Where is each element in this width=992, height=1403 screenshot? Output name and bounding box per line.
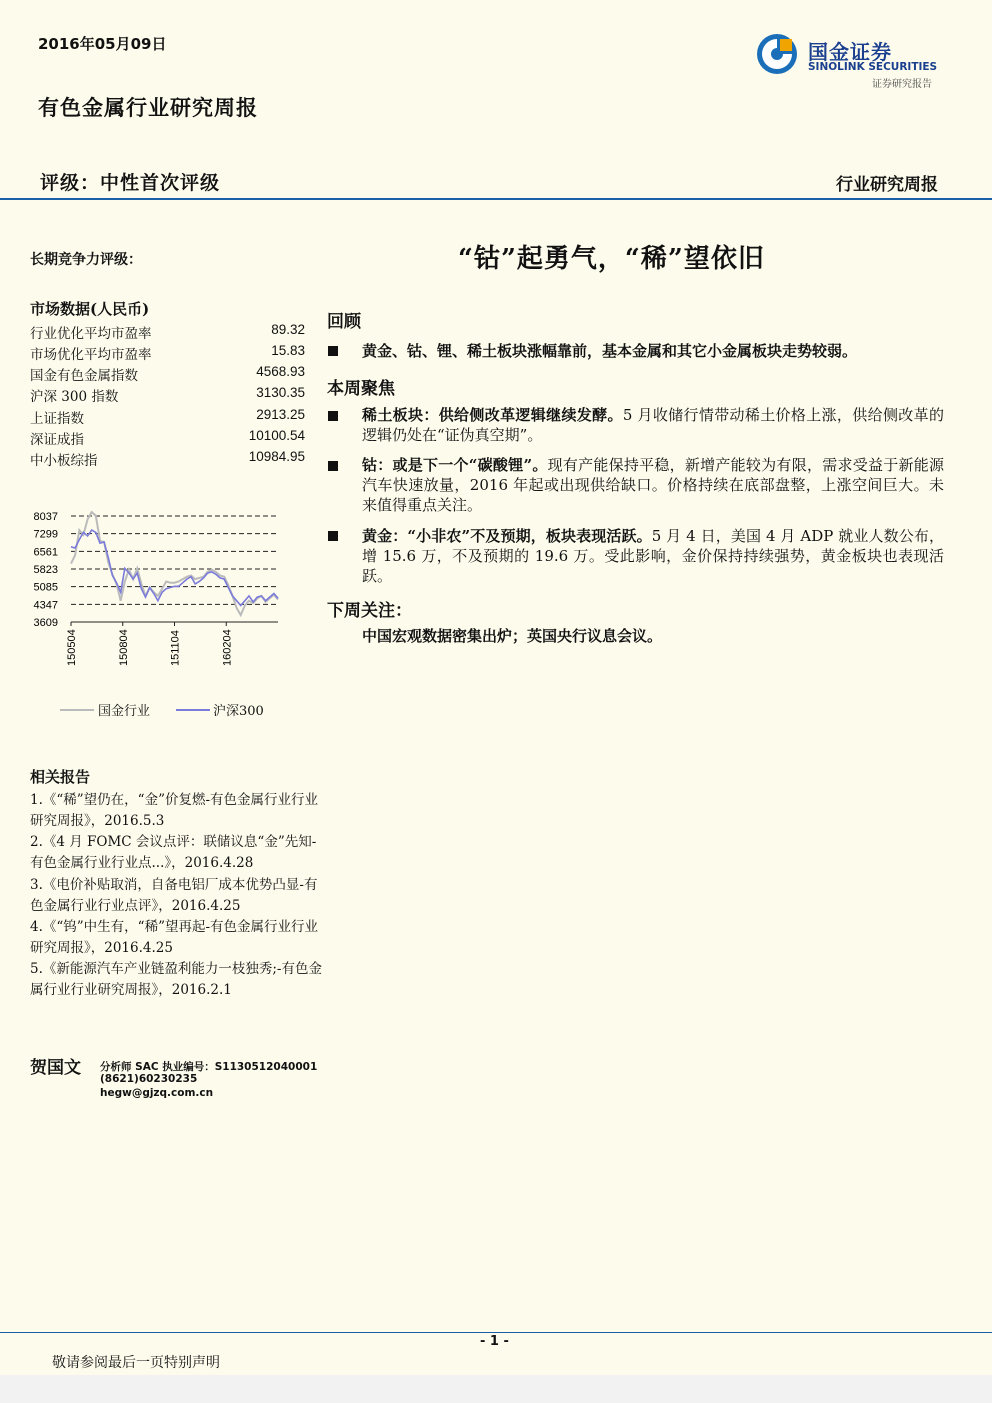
bullet-icon bbox=[328, 461, 338, 471]
legend-swatch-hs300 bbox=[176, 709, 210, 711]
focus-text: 5 月 4 日，美国 4 月 ADP 就业人数公布，增 15.6 万，不及预期的 19.6 万。受此影响，金价保持持续强势，黄金板块也表现活跃。 bbox=[362, 527, 944, 585]
main-title: “钴”起勇气，“稀”望依旧 bbox=[458, 244, 765, 274]
review-paragraph bbox=[362, 341, 944, 361]
review-heading: 回顾 bbox=[327, 312, 361, 332]
analyst-email[interactable]: hegw@gjzq.com.cn bbox=[100, 1087, 214, 1099]
market-row bbox=[30, 322, 305, 343]
x-tick-label: 150804 bbox=[117, 629, 130, 666]
disclaimer: 敬请参阅最后一页特别声明 bbox=[52, 1355, 220, 1371]
next-week-text: 中国宏观数据密集出炉；英国央行议息会议。 bbox=[362, 627, 663, 645]
market-row-label: 国金有色金属指数 bbox=[30, 368, 138, 384]
legend-label-hs300: 沪深300 bbox=[213, 704, 264, 719]
rating: 评级：中性首次评级 bbox=[40, 172, 221, 194]
long-term-rating-label: 长期竞争力评级： bbox=[30, 252, 142, 268]
logo-subtitle: 证券研究报告 bbox=[872, 79, 932, 90]
focus-lead: 钴：或是下一个“碳酸锂”。 bbox=[362, 456, 548, 474]
market-row bbox=[30, 385, 305, 406]
logo-name: 国金证券 bbox=[808, 40, 892, 64]
report-type: 行业研究周报 bbox=[836, 175, 938, 195]
market-row bbox=[30, 428, 305, 449]
related-report-item[interactable]: 4.《“钨”中生有，“稀”望再起-有色金属行业行业研究周报》，2016.4.25 bbox=[30, 919, 319, 956]
analyst-certificate: 分析师 SAC 执业编号：S1130512040001 bbox=[100, 1061, 318, 1073]
legend-label-industry: 国金行业 bbox=[98, 704, 151, 719]
market-row-value: 89.32 bbox=[271, 322, 305, 337]
x-tick-label: 150504 bbox=[66, 629, 78, 666]
focus-lead: 黄金：“小非农”不及预期，板块表现活跃。 bbox=[362, 527, 652, 545]
focus-text: 现有产能保持平稳，新增产能较为有限，需求受益于新能源汽车快速放量，2016 年起或出现供给缺口。价格持续在底部盘整，上涨空间巨大。未来值得重点关注。 bbox=[362, 456, 944, 514]
market-row-value: 2913.25 bbox=[256, 407, 305, 422]
next-week-heading: 下周关注： bbox=[327, 601, 412, 621]
analyst-phone: (8621)60230235 bbox=[100, 1073, 198, 1085]
related-reports-title: 相关报告 bbox=[30, 768, 91, 786]
x-tick-label: 151104 bbox=[169, 630, 182, 666]
focus-paragraph bbox=[362, 455, 944, 515]
market-row-value: 15.83 bbox=[271, 343, 305, 358]
y-tick-label: 8037 bbox=[33, 511, 58, 523]
market-row-value: 4568.93 bbox=[256, 364, 305, 379]
y-tick-label: 3609 bbox=[33, 617, 58, 629]
related-report-item[interactable]: 3.《电价补贴取消，自备电铝厂成本优势凸显-有色金属行业行业点评》，2016.4.25 bbox=[30, 877, 318, 914]
y-tick-label: 7299 bbox=[33, 528, 58, 541]
series-line-industry bbox=[71, 512, 278, 615]
focus-paragraph bbox=[362, 405, 944, 445]
market-row-label: 深证成指 bbox=[30, 432, 84, 448]
analyst-name: 贺国文 bbox=[30, 1058, 81, 1078]
market-row bbox=[30, 343, 305, 364]
focus-paragraph bbox=[362, 526, 944, 586]
market-row-value: 10984.95 bbox=[248, 449, 305, 464]
y-tick-label: 5085 bbox=[33, 581, 58, 594]
logo-circle-icon bbox=[756, 33, 798, 75]
footer-band bbox=[0, 1375, 992, 1403]
focus-heading: 本周聚焦 bbox=[327, 379, 395, 399]
header-divider bbox=[0, 198, 992, 200]
market-row bbox=[30, 449, 305, 470]
related-report-item[interactable]: 2.《4 月 FOMC 会议点评：联储议息“金”先知-有色金属行业行业点...》，2016.4.28 bbox=[30, 834, 317, 871]
market-row-label: 市场优化平均市盈率 bbox=[30, 347, 152, 363]
logo-english-name: SINOLINK SECURITIES bbox=[808, 61, 938, 73]
report-date: 2016年05月09日 bbox=[38, 35, 167, 53]
company-logo bbox=[756, 30, 946, 92]
market-row-label: 行业优化平均市盈率 bbox=[30, 326, 152, 342]
review-text: 黄金、钴、锂、稀土板块涨幅靠前，基本金属和其它小金属板块走势较弱。 bbox=[362, 342, 858, 360]
bullet-icon bbox=[328, 411, 338, 421]
focus-text: 5 月收储行情带动稀土价格上涨，供给侧改革的逻辑仍处在“证伪真空期”。 bbox=[362, 406, 944, 444]
related-report-item[interactable]: 5.《新能源汽车产业链盈利能力一枝独秀;-有色金属行业行业研究周报》，2016.2.1 bbox=[30, 961, 322, 998]
y-tick-label: 4347 bbox=[33, 599, 58, 612]
market-row-value: 3130.35 bbox=[256, 385, 305, 400]
market-row bbox=[30, 407, 305, 428]
market-row-label: 中小板综指 bbox=[30, 453, 98, 469]
market-row bbox=[30, 364, 305, 385]
bullet-icon bbox=[328, 531, 338, 541]
footer-divider bbox=[0, 1332, 992, 1333]
y-tick-label: 5823 bbox=[33, 564, 58, 576]
chart-legend bbox=[60, 700, 300, 720]
y-tick-label: 6561 bbox=[33, 546, 58, 559]
market-row-value: 10100.54 bbox=[248, 428, 305, 443]
focus-lead: 稀土板块：供给侧改革逻辑继续发酵。 bbox=[362, 406, 623, 424]
market-row-label: 沪深 300 指数 bbox=[30, 389, 119, 405]
bullet-icon bbox=[328, 346, 338, 356]
legend-swatch-industry bbox=[60, 709, 94, 711]
market-data-title: 市场数据(人民币) bbox=[30, 300, 150, 318]
industry-title: 有色金属行业研究周报 bbox=[38, 95, 258, 120]
x-tick-label: 160204 bbox=[221, 629, 234, 666]
related-report-item[interactable]: 1.《“稀”望仍在，“金”价复燃-有色金属行业行业研究周报》，2016.5.3 bbox=[30, 792, 319, 829]
page-number: - 1 - bbox=[480, 1334, 509, 1349]
market-row-label: 上证指数 bbox=[30, 411, 84, 427]
index-line-chart bbox=[26, 495, 286, 680]
